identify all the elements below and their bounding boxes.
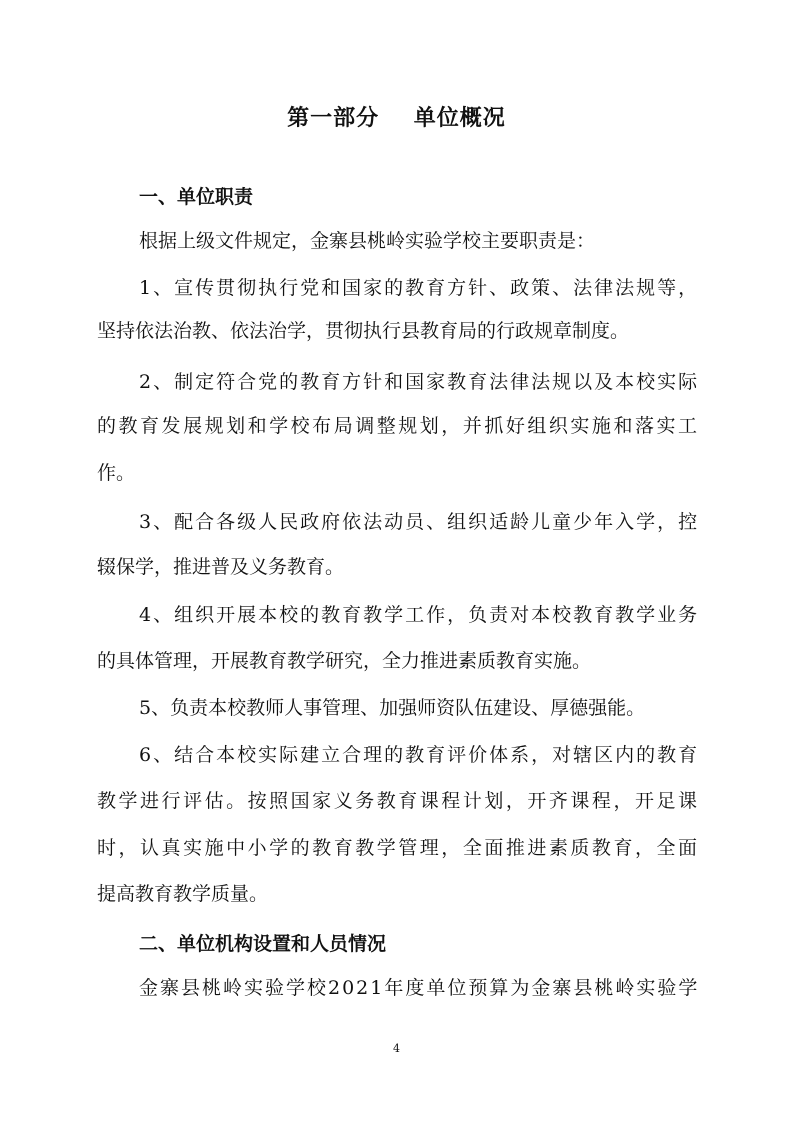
paragraph-line: 6、结合本校实际建立合理的教育评价体系，对辖区内的教育 bbox=[139, 744, 700, 766]
paragraph-line: 教学进行评估。按照国家义务教育课程计划，开齐课程，开足课 bbox=[97, 790, 700, 812]
paragraph-line: 的具体管理，开展教育教学研究，全力推进素质教育实施。 bbox=[97, 650, 592, 672]
paragraph-line: 作。 bbox=[97, 462, 136, 484]
paragraph-line: 3、配合各级人民政府依法动员、组织适龄儿童少年入学，控 bbox=[139, 511, 700, 533]
paragraph-line: 坚持依法治教、依法治学，贯彻执行县教育局的行政规章制度。 bbox=[97, 320, 630, 342]
paragraph-line: 辍保学，推进普及义务教育。 bbox=[97, 556, 345, 578]
paragraph-line: 时，认真实施中小学的教育教学管理，全面推进素质教育，全面 bbox=[97, 837, 700, 859]
paragraph-line: 根据上级文件规定，金寨县桃岭实验学校主要职责是： bbox=[139, 230, 596, 252]
paragraph-line: 5、负责本校教师人事管理、加强师资队伍建设、厚德强能。 bbox=[139, 697, 646, 719]
paragraph-line: 提高教育教学质量。 bbox=[97, 883, 269, 905]
paragraph-line: 2、制定符合党的教育方针和国家教育法律法规以及本校实际 bbox=[139, 371, 700, 393]
section-heading-structure: 二、单位机构设置和人员情况 bbox=[139, 933, 387, 955]
paragraph-line: 的教育发展规划和学校布局调整规划，并抓好组织实施和落实工 bbox=[97, 415, 700, 437]
paragraph-line: 金寨县桃岭实验学校2021年度单位预算为金寨县桃岭实验学 bbox=[139, 977, 700, 999]
document-title: 第一部分 单位概况 bbox=[287, 106, 506, 131]
paragraph-line: 4、组织开展本校的教育教学工作，负责对本校教育教学业务 bbox=[139, 604, 700, 626]
section-heading-duties: 一、单位职责 bbox=[139, 186, 254, 208]
paragraph-line: 1、宣传贯彻执行党和国家的教育方针、政策、法律法规等， bbox=[139, 277, 700, 299]
page-number: 4 bbox=[393, 1042, 400, 1055]
